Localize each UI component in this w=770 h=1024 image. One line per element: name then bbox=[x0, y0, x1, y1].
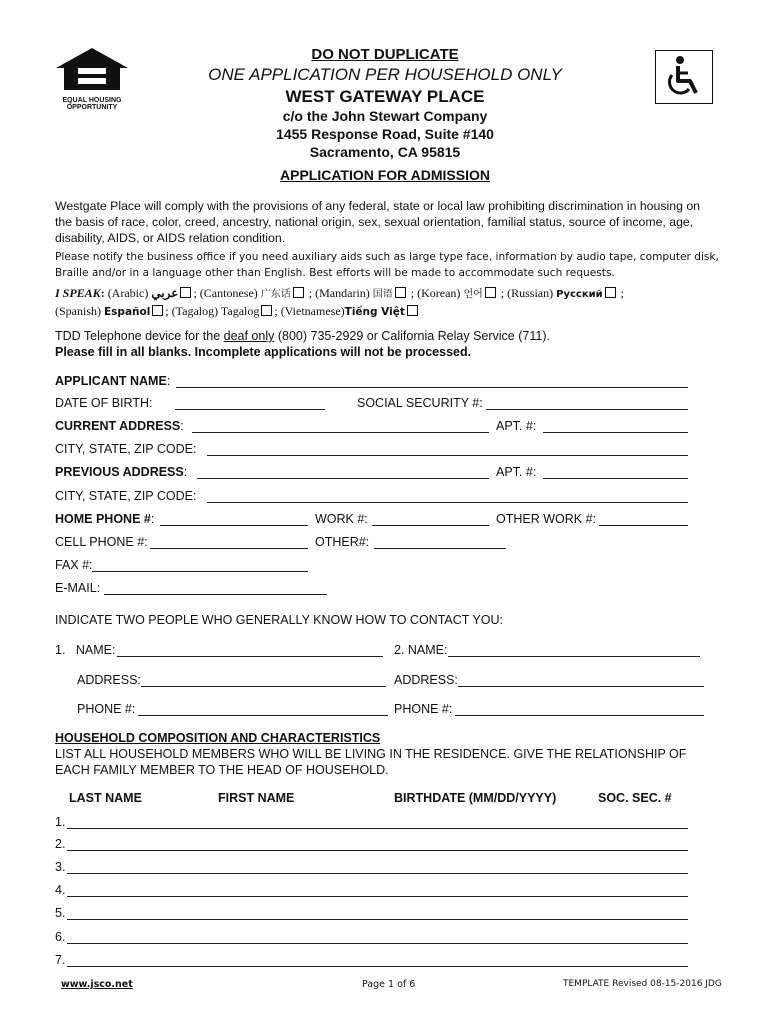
cantonese-checkbox[interactable] bbox=[293, 287, 304, 298]
current-address-text: CURRENT ADDRESS bbox=[55, 419, 181, 433]
lang-spanish-native: Español bbox=[104, 306, 151, 318]
contact1-address-field[interactable] bbox=[141, 686, 386, 687]
lang-mandarin-native: 国语 bbox=[372, 289, 393, 300]
tdd-notice bbox=[55, 329, 550, 343]
col-birthdate: BIRTHDATE (MM/DD/YYYY) bbox=[394, 791, 557, 805]
household-row-number: 6. bbox=[55, 930, 66, 944]
home-phone-text: HOME PHONE # bbox=[55, 512, 151, 526]
property-name: WEST GATEWAY PLACE bbox=[285, 87, 485, 106]
email-label: E-MAIL: bbox=[55, 581, 101, 595]
tagalog-checkbox[interactable] bbox=[261, 305, 272, 316]
logo-text: EQUAL HOUSING bbox=[62, 97, 122, 104]
cell-phone-field[interactable] bbox=[150, 548, 308, 549]
household-instructions: LIST ALL HOUSEHOLD MEMBERS WHO WILL BE LIVING IN THE RESIDENCE. GIVE THE RELATIONSHIP OF EACH FAMILY MEMBER TO THE HEAD OF HOUSEHOLD. bbox=[55, 747, 687, 777]
previous-address-text: PREVIOUS ADDRESS bbox=[55, 465, 184, 479]
other-work-field[interactable] bbox=[599, 525, 688, 526]
household-row-field[interactable] bbox=[67, 873, 688, 874]
russian-checkbox[interactable] bbox=[605, 287, 616, 298]
previous-address-field[interactable] bbox=[197, 478, 489, 479]
tdd-deaf-only: deaf only bbox=[223, 329, 275, 343]
lang-korean-label: (Korean) bbox=[417, 286, 461, 300]
city-state-zip-label: CITY, STATE, ZIP CODE: bbox=[55, 489, 197, 503]
lang-vietnamese-label: (Vietnamese) bbox=[280, 304, 345, 318]
applicant-name-label: APPLICANT NAME: bbox=[55, 374, 171, 388]
dob-field[interactable] bbox=[175, 409, 325, 410]
household-row-field[interactable] bbox=[67, 896, 688, 897]
household-row-field[interactable] bbox=[67, 850, 688, 851]
contacts-heading: INDICATE TWO PEOPLE WHO GENERALLY KNOW HOW TO CONTACT YOU: bbox=[55, 613, 503, 627]
current-apt-field[interactable] bbox=[543, 432, 688, 433]
contact2-phone-label: PHONE #: bbox=[394, 702, 453, 716]
col-soc-sec: SOC. SEC. # bbox=[598, 791, 672, 805]
language-preferences-line1: I SPEAK: (Arabic) عربي ; (Cantonese) 广东话 ; (Mandarin) 国语 ; (Korean) 언어 ; (Russian) Русский ; bbox=[55, 286, 624, 300]
household-row-number: 4. bbox=[55, 883, 66, 897]
lang-korean-native: 언어 bbox=[463, 289, 483, 300]
home-phone-field[interactable] bbox=[160, 525, 308, 526]
auxiliary-aids-notice: Please notify the business office if you need auxiliary aids such as large type face, information by audio tape, computer disk, Braille and/or in a language other than English. Best efforts will be made to accommodate such requests. bbox=[55, 251, 719, 279]
footer-website-link[interactable]: www.jsco.net bbox=[61, 979, 133, 990]
applicant-name-field[interactable] bbox=[176, 387, 688, 388]
lang-cantonese-native: 广东话 bbox=[260, 289, 291, 300]
lang-russian-label: (Russian) bbox=[507, 286, 554, 300]
one-application-notice: ONE APPLICATION PER HOUSEHOLD ONLY bbox=[208, 65, 562, 84]
i-speak-label: I SPEAK bbox=[55, 286, 101, 300]
contact2-phone-field[interactable] bbox=[455, 715, 704, 716]
applicant-name-text: APPLICANT NAME bbox=[55, 374, 167, 388]
fill-all-blanks-notice: Please fill in all blanks. Incomplete applications will not be processed. bbox=[55, 345, 472, 359]
footer-page-number: Page 1 of 6 bbox=[362, 979, 416, 990]
footer-template-revision: TEMPLATE Revised 08-15-2016 JDG bbox=[563, 979, 722, 989]
household-row-field[interactable] bbox=[67, 919, 688, 920]
household-row-number: 2. bbox=[55, 837, 66, 851]
lang-vietnamese-native: Tiếng Việt bbox=[344, 306, 405, 318]
household-row-field[interactable] bbox=[67, 966, 688, 967]
logo-text: OPPORTUNITY bbox=[66, 104, 118, 111]
household-row-field[interactable] bbox=[67, 943, 688, 944]
lang-spanish-label: (Spanish) bbox=[55, 304, 101, 318]
language-preferences-line2: (Spanish) Español ; (Tagalog) Tagalog ; (Vietnamese)Tiếng Việt bbox=[55, 304, 420, 319]
lang-tagalog-label: (Tagalog) Tagalog bbox=[171, 304, 260, 318]
lang-arabic-native: عربي bbox=[151, 286, 179, 300]
do-not-duplicate: DO NOT DUPLICATE bbox=[311, 46, 459, 63]
contact2-name-label: 2. NAME: bbox=[394, 643, 448, 657]
lang-arabic-label: (Arabic) bbox=[107, 286, 149, 300]
contact1-address-label: ADDRESS: bbox=[77, 673, 141, 687]
contact1-phone-label: PHONE #: bbox=[77, 702, 136, 716]
fax-field[interactable] bbox=[92, 571, 308, 572]
address-line-2: Sacramento, CA 95815 bbox=[309, 144, 461, 160]
other-phone-field[interactable] bbox=[374, 548, 506, 549]
household-row-number: 7. bbox=[55, 953, 66, 967]
city-state-zip-label: CITY, STATE, ZIP CODE: bbox=[55, 442, 197, 456]
arabic-checkbox[interactable] bbox=[180, 287, 191, 298]
contact1-phone-field[interactable] bbox=[138, 715, 388, 716]
household-heading: HOUSEHOLD COMPOSITION AND CHARACTERISTICS bbox=[55, 731, 381, 745]
work-phone-field[interactable] bbox=[372, 525, 489, 526]
fax-label: FAX #: bbox=[55, 558, 93, 572]
contact1-name-label: 1. NAME: bbox=[55, 643, 116, 657]
spanish-checkbox[interactable] bbox=[152, 305, 163, 316]
contact2-address-field[interactable] bbox=[458, 686, 704, 687]
tdd-prefix: TDD Telephone device for the bbox=[55, 329, 224, 343]
household-row-field[interactable] bbox=[67, 828, 688, 829]
current-address-field[interactable] bbox=[192, 432, 489, 433]
household-row-number: 3. bbox=[55, 860, 66, 874]
work-label: WORK #: bbox=[315, 512, 368, 526]
ssn-label: SOCIAL SECURITY #: bbox=[357, 396, 483, 410]
lang-mandarin-label: (Mandarin) bbox=[315, 286, 370, 300]
dob-label: DATE OF BIRTH: bbox=[55, 396, 153, 410]
contact2-address-label: ADDRESS: bbox=[394, 673, 458, 687]
col-last-name: LAST NAME bbox=[69, 791, 142, 805]
apt-label: APT. #: bbox=[496, 465, 537, 479]
other-work-label: OTHER WORK #: bbox=[496, 512, 597, 526]
cell-phone-label: CELL PHONE #: bbox=[55, 535, 148, 549]
contact2-name-field[interactable] bbox=[448, 656, 700, 657]
tdd-suffix: (800) 735-2929 or California Relay Service (711). bbox=[274, 329, 550, 343]
previous-apt-field[interactable] bbox=[543, 478, 688, 479]
household-row-number: 5. bbox=[55, 906, 66, 920]
household-row-number: 1. bbox=[55, 815, 66, 829]
vietnamese-checkbox[interactable] bbox=[407, 305, 418, 316]
previous-address-label: PREVIOUS ADDRESS: bbox=[55, 465, 188, 479]
home-phone-label: HOME PHONE #: bbox=[55, 512, 155, 526]
other-label: OTHER#: bbox=[315, 535, 370, 549]
contact1-name-field[interactable] bbox=[117, 656, 383, 657]
current-address-label: CURRENT ADDRESS: bbox=[55, 419, 184, 433]
address-line-1: 1455 Response Road, Suite #140 bbox=[276, 126, 494, 142]
current-city-state-zip-field[interactable] bbox=[207, 455, 688, 456]
lang-russian-native: Русский bbox=[556, 289, 603, 300]
previous-city-state-zip-field[interactable] bbox=[207, 502, 688, 503]
mandarin-checkbox[interactable] bbox=[395, 287, 406, 298]
korean-checkbox[interactable] bbox=[485, 287, 496, 298]
apt-label: APT. #: bbox=[496, 419, 537, 433]
ssn-field[interactable] bbox=[486, 409, 688, 410]
nondiscrimination-statement: Westgate Place will comply with the provisions of any federal, state or local law prohibiting discrimination in housing on the basis of race, color, creed, ancestry, national origin, sex, sexual orientation, familial status, source of income, age, disability, AIDS, or AIDS relation condition. bbox=[55, 199, 700, 245]
lang-cantonese-label: (Cantonese) bbox=[199, 286, 258, 300]
care-of: c/o the John Stewart Company bbox=[282, 108, 488, 124]
form-title: APPLICATION FOR ADMISSION bbox=[280, 167, 490, 183]
email-field[interactable] bbox=[104, 594, 327, 595]
col-first-name: FIRST NAME bbox=[218, 791, 295, 805]
